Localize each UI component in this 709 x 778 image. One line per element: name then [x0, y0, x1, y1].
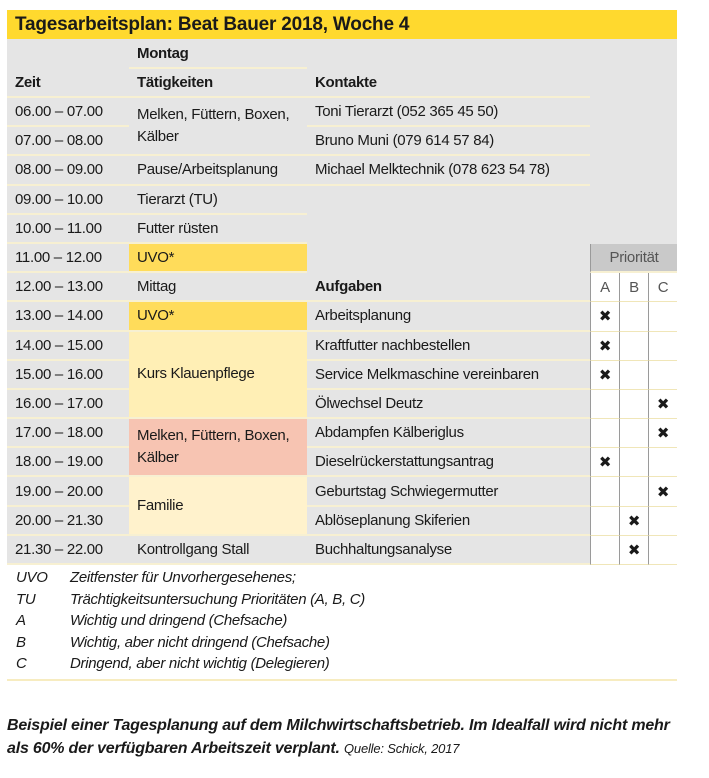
time-cell: 14.00 – 15.00: [7, 332, 129, 361]
legend-key: TU: [16, 590, 36, 608]
priority-mark-icon: ✖: [590, 302, 619, 331]
time-cell: 17.00 – 18.00: [7, 419, 129, 448]
priority-empty: [648, 448, 677, 477]
time-cell: 18.00 – 19.00: [7, 448, 129, 477]
time-cell: 11.00 – 12.00: [7, 244, 129, 273]
priority-empty: [648, 507, 677, 536]
time-cell: 06.00 – 07.00: [7, 98, 129, 127]
source-note: Quelle: Schick, 2017: [344, 740, 460, 756]
priority-empty: [648, 332, 677, 361]
legend-row: [7, 589, 677, 611]
legend-text: Dringend, aber nicht wichtig (Delegieren): [70, 655, 330, 673]
priority-col-c: C: [648, 273, 677, 302]
tasks-header: Aufgaben: [307, 273, 590, 302]
priority-header: Priorität: [590, 244, 677, 273]
caption-text: Beispiel einer Tagesplanung auf dem Milchwirtschaftsbetrieb. Im Idealfall wird nicht mehr als 60% der verfügbaren Arbeitszeit verplant.: [7, 717, 670, 757]
legend-text: Zeitfenster für Unvorhergesehenes;: [70, 569, 296, 587]
priority-empty: [648, 536, 677, 565]
contact-cell: Michael Melktechnik (078 623 54 78): [307, 156, 590, 185]
legend-row: [7, 632, 677, 654]
priority-empty: [648, 302, 677, 331]
priority-mark-icon: ✖: [590, 332, 619, 361]
task-cell: Buchhaltungsanalyse: [307, 536, 590, 565]
task-cell: Abdampfen Kälberiglus: [307, 419, 590, 448]
time-cell: 08.00 – 09.00: [7, 156, 129, 185]
priority-mark-icon: ✖: [590, 448, 619, 477]
time-cell: 21.30 – 22.00: [7, 536, 129, 565]
priority-empty: [648, 361, 677, 390]
task-cell: Dieselrückerstattungsantrag: [307, 448, 590, 477]
priority-col-b: B: [619, 273, 648, 302]
priority-empty: [619, 448, 648, 477]
priority-empty: [590, 390, 619, 419]
header-time: Zeit: [7, 69, 129, 98]
priority-empty: [619, 477, 648, 506]
activity-cell: Pause/Arbeitsplanung: [129, 156, 307, 185]
time-cell: 16.00 – 17.00: [7, 390, 129, 419]
contact-cell: Bruno Muni (079 614 57 84): [307, 127, 590, 156]
legend-text: Trächtigkeitsuntersuchung Prioritäten (A, B, C): [70, 590, 365, 608]
priority-empty: [619, 332, 648, 361]
legend-text: Wichtig und dringend (Chefsache): [70, 612, 288, 630]
activity-cell: Kontrollgang Stall: [129, 536, 307, 565]
header-activities: Tätigkeiten: [129, 69, 307, 98]
schedule-table: [7, 39, 677, 565]
legend-key: UVO: [16, 569, 48, 587]
priority-col-a: A: [590, 273, 619, 302]
priority-empty: [590, 536, 619, 565]
priority-mark-icon: ✖: [619, 536, 648, 565]
legend-text: Wichtig, aber nicht dringend (Chefsache): [70, 633, 330, 651]
task-cell: Geburtstag Schwiegermutter: [307, 477, 590, 506]
legend: [7, 567, 677, 681]
priority-empty: [619, 361, 648, 390]
activity-cell: UVO*: [129, 244, 307, 273]
time-cell: 19.00 – 20.00: [7, 477, 129, 506]
legend-key: A: [16, 612, 26, 630]
priority-mark-icon: ✖: [590, 361, 619, 390]
priority-mark-icon: ✖: [648, 390, 677, 419]
header-contacts: Kontakte: [307, 69, 590, 98]
priority-empty: [590, 507, 619, 536]
time-cell: 09.00 – 10.00: [7, 186, 129, 215]
task-cell: Kraftfutter nachbestellen: [307, 332, 590, 361]
priority-empty: [619, 419, 648, 448]
activity-cell: Tierarzt (TU): [129, 186, 307, 215]
time-cell: 07.00 – 08.00: [7, 127, 129, 156]
caption: [7, 715, 687, 760]
activity-cell: Melken, Füttern, Boxen, Kälber: [129, 98, 307, 156]
priority-mark-icon: ✖: [619, 507, 648, 536]
priority-mark-icon: ✖: [648, 419, 677, 448]
time-cell: 15.00 – 16.00: [7, 361, 129, 390]
time-cell: 12.00 – 13.00: [7, 273, 129, 302]
legend-row: [7, 610, 677, 632]
legend-row: [7, 567, 677, 589]
activity-cell: Melken, Füttern, Boxen, Kälber: [129, 419, 307, 477]
legend-key: B: [16, 633, 26, 651]
legend-key: C: [16, 655, 27, 673]
activity-cell: UVO*: [129, 302, 307, 331]
activity-cell: Futter rüsten: [129, 215, 307, 244]
priority-empty: [590, 419, 619, 448]
priority-empty: [619, 302, 648, 331]
contact-cell: Toni Tierarzt (052 365 45 50): [307, 98, 590, 127]
activity-cell: Familie: [129, 477, 307, 535]
time-cell: 13.00 – 14.00: [7, 302, 129, 331]
priority-empty: [590, 477, 619, 506]
task-cell: Arbeitsplanung: [307, 302, 590, 331]
task-cell: Ablöseplanung Skiferien: [307, 507, 590, 536]
table-title: Tagesarbeitsplan: Beat Bauer 2018, Woche 4: [7, 10, 677, 39]
priority-empty: [619, 390, 648, 419]
activity-cell: Kurs Klauenpflege: [129, 332, 307, 420]
legend-row: [7, 653, 677, 675]
time-cell: 20.00 – 21.30: [7, 507, 129, 536]
task-cell: Service Melkmaschine vereinbaren: [307, 361, 590, 390]
day-label: Montag: [129, 39, 307, 69]
priority-mark-icon: ✖: [648, 477, 677, 506]
activity-cell: Mittag: [129, 273, 307, 302]
time-cell: 10.00 – 11.00: [7, 215, 129, 244]
task-cell: Ölwechsel Deutz: [307, 390, 590, 419]
